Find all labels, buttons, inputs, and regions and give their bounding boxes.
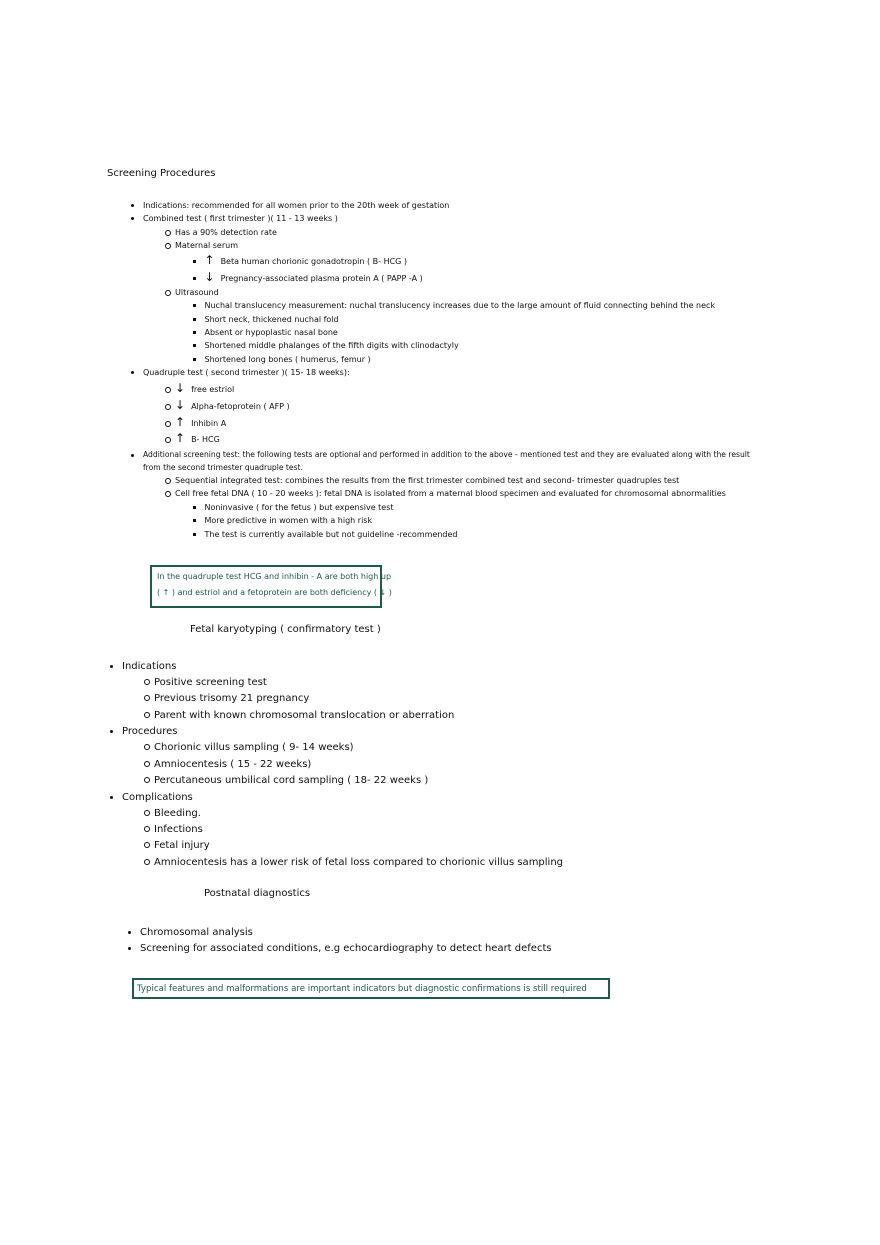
- list-item-text: Shortened middle phalanges of the fifth digits with clinodactyly: [204, 341, 459, 350]
- square-bullet-icon: [193, 304, 196, 307]
- note-line-1: In the quadruple test HCG and inhibin - A are both high up: [157, 572, 392, 581]
- list-item: [193, 354, 371, 365]
- circle-bullet-icon: [144, 859, 150, 865]
- list-item: [131, 449, 750, 460]
- circle-bullet-icon: [165, 230, 171, 236]
- list-item-text: Parent with known chromosomal translocation or aberration: [154, 710, 455, 721]
- bullet-icon: [128, 947, 131, 950]
- list-item: [193, 340, 459, 351]
- list-item-text: Percutaneous umbilical cord sampling ( 18- 22 weeks ): [154, 775, 429, 786]
- list-item: [165, 383, 234, 395]
- list-item: [128, 927, 253, 938]
- list-item-text: More predictive in women with a high risk: [204, 516, 373, 525]
- circle-bullet-icon: [144, 695, 150, 701]
- square-bullet-icon: [193, 519, 196, 522]
- list-item: [165, 433, 220, 445]
- circle-bullet-icon: [144, 679, 150, 685]
- square-bullet-icon: [193, 277, 196, 280]
- list-item: [144, 710, 454, 721]
- note-box: [150, 565, 392, 608]
- list-heading-indications: [110, 661, 176, 672]
- circle-bullet-icon: [165, 437, 171, 443]
- circle-bullet-icon: [144, 761, 150, 767]
- list-item-text: Bleeding.: [154, 808, 201, 819]
- list-item: [131, 367, 350, 378]
- square-bullet-icon: [193, 331, 196, 334]
- list-item-text: Beta human chorionic gonadotropin ( B- HCG ): [220, 257, 408, 266]
- list-item-text: Screening for associated conditions, e.g echocardiography to detect heart defects: [140, 943, 552, 954]
- circle-bullet-icon: [144, 777, 150, 783]
- list-item: [128, 943, 552, 954]
- list-item: [144, 808, 201, 819]
- list-item-text: Has a 90% detection rate: [175, 228, 277, 237]
- bullet-icon: [131, 371, 134, 374]
- section-title-postnatal: Postnatal diagnostics: [204, 888, 311, 899]
- circle-bullet-icon: [165, 491, 171, 497]
- bullet-icon: [131, 454, 134, 457]
- list-item-text: Absent or hypoplastic nasal bone: [204, 328, 338, 337]
- up-arrow-icon: ↑: [175, 431, 186, 445]
- list-item-text: Previous trisomy 21 pregnancy: [154, 693, 310, 704]
- list-heading-procedures: [110, 726, 177, 737]
- list-item: [193, 515, 372, 526]
- bullet-icon: [131, 204, 134, 207]
- list-item: [165, 475, 679, 486]
- list-item-text: Sequential integrated test: combines the results from the first trimester combined test and second- trimester quadruples test: [175, 476, 680, 485]
- list-item: [144, 824, 203, 835]
- list-item-text: Fetal injury: [154, 840, 210, 851]
- list-heading-text: Complications: [122, 792, 193, 803]
- list-item: [165, 287, 219, 298]
- list-item-text: Chorionic villus sampling ( 9- 14 weeks): [154, 742, 354, 753]
- list-item: [165, 417, 226, 429]
- list-item: [193, 314, 339, 325]
- circle-bullet-icon: [165, 387, 171, 393]
- list-item-text: Short neck, thickened nuchal fold: [204, 315, 339, 324]
- highlight-text: Typical features and malformations are important indicators but diagnostic confirmations is still required: [137, 984, 587, 994]
- square-bullet-icon: [193, 318, 196, 321]
- list-item: [131, 213, 338, 224]
- square-bullet-icon: [193, 260, 196, 263]
- bullet-icon: [131, 217, 134, 220]
- down-arrow-icon: ↓: [175, 381, 186, 395]
- list-item: [144, 840, 210, 851]
- up-arrow-icon: ↑: [204, 253, 215, 267]
- list-item-text: free estriol: [191, 385, 235, 394]
- list-heading-complications: [110, 792, 193, 803]
- list-item-text: B- HCG: [191, 435, 220, 444]
- list-item-text: Cell free fetal DNA ( 10 - 20 weeks ): fetal DNA is isolated from a maternal blood specimen and evaluated for chromosomal abnormalities: [175, 489, 726, 498]
- bullet-icon: [110, 796, 113, 799]
- list-item: [144, 759, 311, 770]
- bullet-icon: [110, 730, 113, 733]
- circle-bullet-icon: [165, 243, 171, 249]
- list-item: [165, 227, 277, 238]
- list-item-text: Combined test ( first trimester )( 11 - 13 weeks ): [143, 214, 338, 223]
- down-arrow-icon: ↓: [204, 270, 215, 284]
- circle-bullet-icon: [144, 826, 150, 832]
- list-item-text: Amniocentesis has a lower risk of fetal loss compared to chorionic villus sampling: [154, 857, 564, 868]
- list-item-text: Maternal serum: [175, 241, 238, 250]
- section-title-karyotyping: Fetal karyotyping ( confirmatory test ): [190, 624, 381, 635]
- note-line-2: ( ↑ ) and estriol and a fetoprotein are both deficiency ( ↓ ): [157, 588, 392, 597]
- list-item-text: The test is currently available but not guideline -recommended: [204, 530, 458, 539]
- list-item-text: Amniocentesis ( 15 - 22 weeks): [154, 759, 312, 770]
- list-item-text: Nuchal translucency measurement: nuchal translucency increases due to the large amount of fluid connecting behind the neck: [204, 301, 716, 310]
- circle-bullet-icon: [165, 290, 171, 296]
- square-bullet-icon: [193, 358, 196, 361]
- list-item-text: Chromosomal analysis: [140, 927, 253, 938]
- list-item: [165, 400, 290, 412]
- list-heading-text: Procedures: [122, 726, 178, 737]
- circle-bullet-icon: [165, 421, 171, 427]
- list-item: [144, 742, 354, 753]
- circle-bullet-icon: [144, 842, 150, 848]
- list-item-text: Ultrasound: [175, 288, 219, 297]
- list-item: [193, 327, 338, 338]
- section-title-screening: Screening Procedures: [107, 168, 216, 179]
- up-arrow-icon: ↑: [175, 415, 186, 429]
- list-item: [193, 502, 394, 513]
- list-item-text: Positive screening test: [154, 677, 267, 688]
- list-item: [131, 200, 449, 211]
- bullet-icon: [110, 665, 113, 668]
- square-bullet-icon: [193, 533, 196, 536]
- list-heading-text: Indications: [122, 661, 177, 672]
- square-bullet-icon: [193, 344, 196, 347]
- list-item: [193, 272, 423, 284]
- list-item: [144, 693, 309, 704]
- list-item-text: Indications: recommended for all women prior to the 20th week of gestation: [143, 201, 450, 210]
- list-item-text: Pregnancy-associated plasma protein A ( PAPP -A ): [220, 274, 423, 283]
- list-item: [193, 255, 407, 267]
- list-item: [165, 240, 238, 251]
- square-bullet-icon: [193, 506, 196, 509]
- list-item: [144, 677, 267, 688]
- list-item: [144, 775, 428, 786]
- list-item-text: Infections: [154, 824, 203, 835]
- list-item-text: Additional screening test: the following tests are optional and performed in addition to the above - mentioned test and they are evaluated along with the result: [143, 450, 750, 459]
- circle-bullet-icon: [165, 478, 171, 484]
- list-item-text: Inhibin A: [191, 419, 227, 428]
- down-arrow-icon: ↓: [175, 398, 186, 412]
- list-item: [144, 857, 563, 868]
- list-item-continuation: from the second trimester quadruple test.: [143, 463, 303, 472]
- circle-bullet-icon: [144, 810, 150, 816]
- circle-bullet-icon: [165, 404, 171, 410]
- list-item-text: Noninvasive ( for the fetus ) but expensive test: [204, 503, 394, 512]
- list-item: [165, 488, 726, 499]
- circle-bullet-icon: [144, 744, 150, 750]
- list-item-text: Quadruple test ( second trimester )( 15- 18 weeks):: [143, 368, 350, 377]
- highlight-box: [132, 978, 610, 999]
- bullet-icon: [128, 931, 131, 934]
- list-item: [193, 529, 457, 540]
- list-item: [193, 300, 715, 311]
- circle-bullet-icon: [144, 712, 150, 718]
- list-item-text: Shortened long bones ( humerus, femur ): [204, 355, 371, 364]
- list-item-text: Alpha-fetoprotein ( AFP ): [191, 402, 290, 411]
